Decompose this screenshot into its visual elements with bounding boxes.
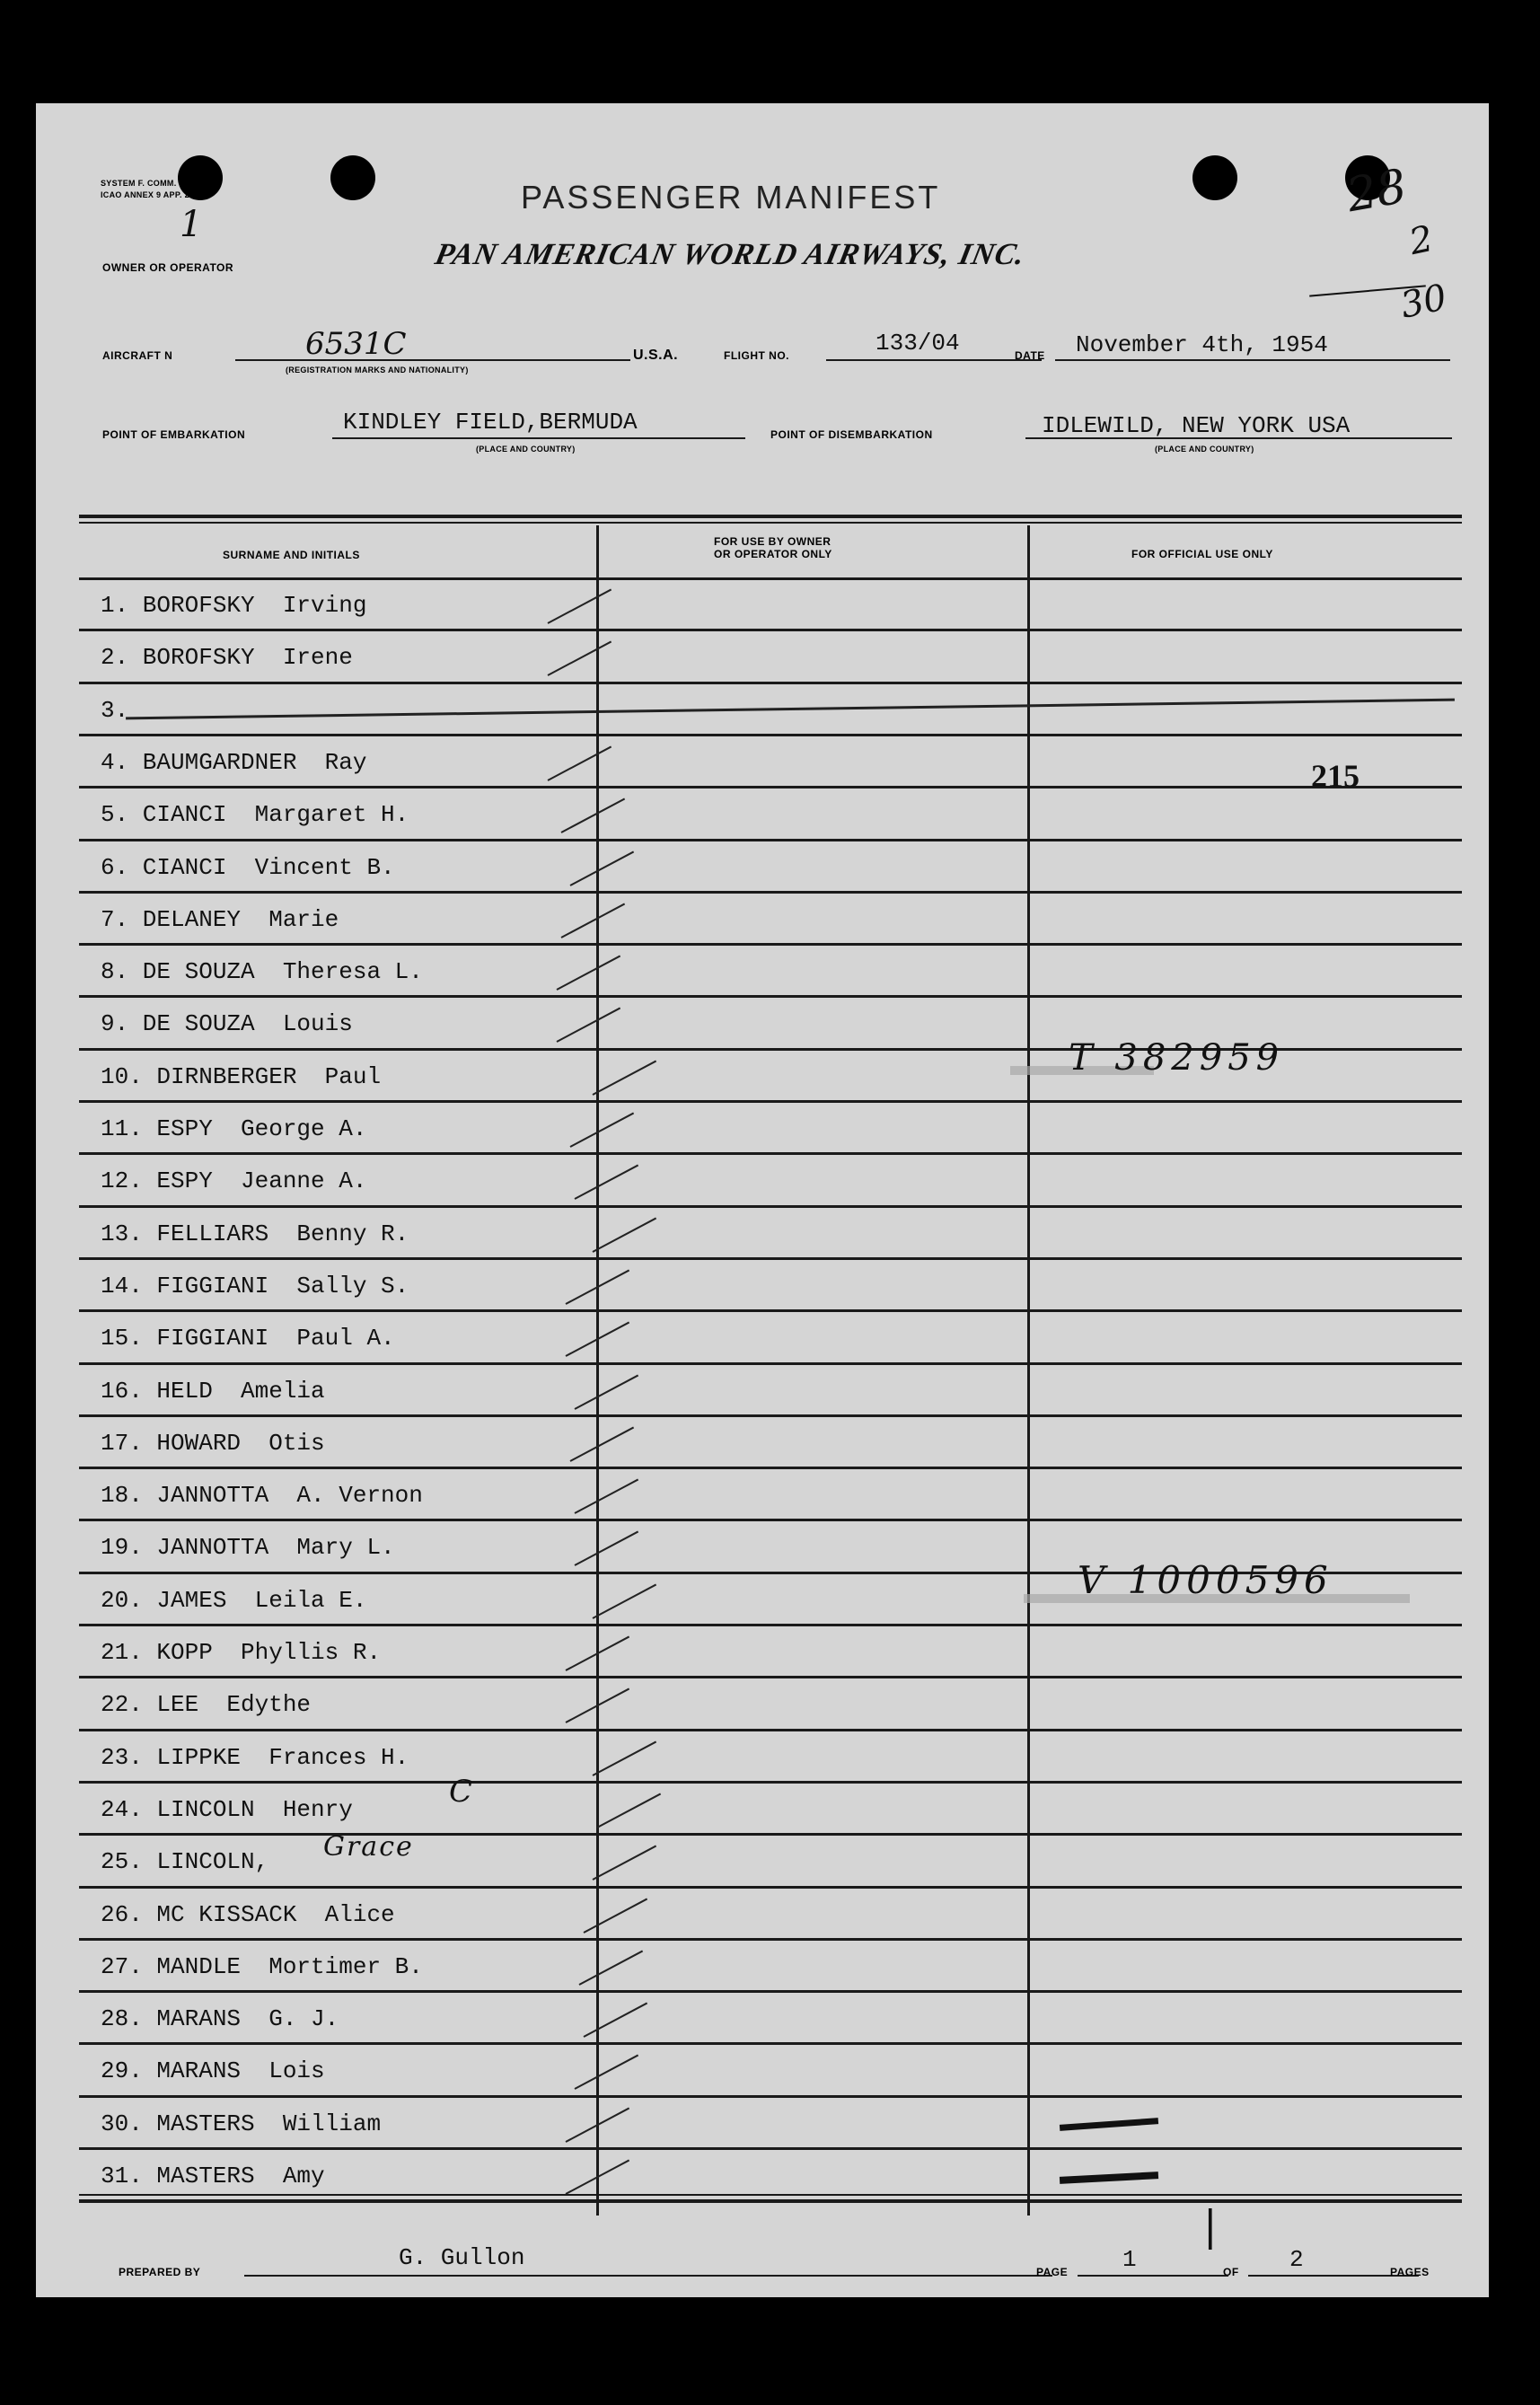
embarkation-sublabel: (PLACE AND COUNTRY): [476, 445, 576, 454]
passenger-entry: 7. DELANEY Marie: [101, 905, 339, 933]
regulation-line-1: SYSTEM F. COMM.: [101, 179, 177, 188]
aircraft-label: AIRCRAFT N: [102, 349, 173, 362]
corner-handwritten-number-1: 28: [1342, 159, 1411, 224]
regulation-line-2: ICAO ANNEX 9 APP. 2: [101, 190, 189, 199]
pages-label: PAGES: [1390, 2266, 1430, 2278]
row-rule: [79, 1781, 1462, 1784]
page-number: 1: [1122, 2246, 1137, 2273]
flight-no-underline: [826, 359, 1042, 361]
row-31-redaction: [1060, 2172, 1158, 2184]
date-value: November 4th, 1954: [1076, 331, 1328, 358]
row-rule: [79, 1624, 1462, 1626]
check-mark: [579, 1950, 644, 1985]
row-4-official-number: 215: [1311, 758, 1360, 794]
row-rule: [79, 1309, 1462, 1312]
passenger-entry: 22. LEE Edythe: [101, 1691, 312, 1719]
row-25-handwritten-note: Grace: [323, 1831, 414, 1863]
row-3-strike-line: [126, 699, 1455, 720]
passenger-entry: 9. DE SOUZA Louis: [101, 1010, 353, 1038]
passenger-entry: 23. LIPPKE Frances H.: [101, 1743, 409, 1771]
prepared-by-value: G. Gullon: [399, 2244, 525, 2271]
check-mark: [561, 903, 626, 938]
airline-name: PAN AMERICAN WORLD AIRWAYS, INC.: [432, 238, 1029, 271]
row-rule: [79, 1886, 1462, 1889]
row-20-official-number: V 1000596: [1078, 1558, 1333, 1602]
row-rule: [79, 2042, 1462, 2045]
passenger-entry: 25. LINCOLN,: [101, 1848, 269, 1876]
passenger-entry: 27. MANDLE Mortimer B.: [101, 1952, 423, 1980]
total-pages: 2: [1289, 2246, 1304, 2273]
passenger-entry: 18. JANNOTTA A. Vernon: [101, 1482, 423, 1510]
table-top-rule: [79, 515, 1462, 518]
check-mark: [575, 1479, 639, 1514]
check-mark: [548, 745, 612, 780]
page-underline: [1078, 2275, 1228, 2277]
row-rule: [79, 786, 1462, 788]
prepared-by-underline: [244, 2275, 1052, 2277]
check-mark: [561, 798, 626, 833]
prepared-by-label: PREPARED BY: [119, 2266, 201, 2278]
table-header-rule: [79, 577, 1462, 580]
passenger-entry: 19. JANNOTTA Mary L.: [101, 1534, 395, 1562]
column-header-owner-1: FOR USE BY OWNER: [714, 535, 832, 548]
check-mark: [548, 641, 612, 676]
row-rule: [79, 1362, 1462, 1365]
passenger-entry: 3.: [101, 696, 129, 724]
check-mark: [584, 1898, 648, 1933]
disembarkation-sublabel: (PLACE AND COUNTRY): [1155, 445, 1254, 454]
punch-hole: [1192, 155, 1237, 200]
date-label: DATE: [1015, 349, 1045, 362]
check-mark: [575, 1374, 639, 1409]
row-rule: [79, 1152, 1462, 1155]
check-mark: [593, 1740, 657, 1775]
check-mark: [593, 1217, 657, 1252]
corner-handwritten-number-3: 30: [1396, 277, 1451, 327]
check-mark: [548, 589, 612, 624]
passenger-entry: 5. CIANCI Margaret H.: [101, 801, 409, 829]
row-30-redaction: [1060, 2118, 1158, 2131]
manifest-sheet: [36, 103, 1489, 2297]
check-mark: [593, 1060, 657, 1095]
row-rule: [79, 995, 1462, 998]
row-rule: [79, 2095, 1462, 2098]
passenger-entry: 15. FIGGIANI Paul A.: [101, 1325, 395, 1352]
row-rule: [79, 629, 1462, 631]
table-bottom-rule-inner: [79, 2194, 1462, 2196]
column-header-owner-2: OR OPERATOR ONLY: [714, 548, 832, 560]
check-mark: [557, 1008, 621, 1043]
passenger-entry: 28. MARANS G. J.: [101, 2005, 339, 2033]
page-title: PASSENGER MANIFEST: [521, 179, 941, 216]
check-mark: [575, 2055, 639, 2090]
disembarkation-label: POINT OF DISEMBARKATION: [770, 428, 933, 441]
passenger-entry: 26. MC KISSACK Alice: [101, 1900, 395, 1928]
passenger-entry: 8. DE SOUZA Theresa L.: [101, 958, 423, 986]
row-rule: [79, 1519, 1462, 1521]
corner-handwritten-number-2: 2: [1405, 217, 1437, 264]
row-rule: [79, 2147, 1462, 2150]
check-mark: [593, 1583, 657, 1618]
country-label: U.S.A.: [633, 348, 679, 363]
row-10-official-number: T 382959: [1069, 1037, 1285, 1079]
passenger-entry: 11. ESPY George A.: [101, 1115, 367, 1142]
row-rule: [79, 734, 1462, 736]
check-mark: [557, 956, 621, 991]
check-mark: [575, 1165, 639, 1200]
passenger-entry: 6. CIANCI Vincent B.: [101, 853, 395, 881]
row-rule: [79, 1257, 1462, 1260]
page-handwritten-mark: |: [1203, 2201, 1218, 2250]
row-rule: [79, 1414, 1462, 1417]
passenger-entry: 20. JAMES Leila E.: [101, 1586, 367, 1614]
check-mark: [584, 2003, 648, 2038]
page-label: PAGE: [1036, 2266, 1069, 2278]
row-rule: [79, 943, 1462, 946]
row-rule: [79, 1676, 1462, 1678]
passenger-entry: 4. BAUMGARDNER Ray: [101, 748, 367, 776]
passenger-entry: 1. BOROFSKY Irving: [101, 592, 367, 619]
table-bottom-rule: [79, 2199, 1462, 2203]
check-mark: [597, 1793, 662, 1828]
passenger-entry: 24. LINCOLN Henry: [101, 1795, 353, 1823]
passenger-entry: 10. DIRNBERGER Paul: [101, 1062, 382, 1090]
aircraft-sublabel: (REGISTRATION MARKS AND NATIONALITY): [286, 366, 469, 374]
row-rule: [79, 1729, 1462, 1731]
row-rule: [79, 1833, 1462, 1836]
row-24-handwritten-note: C: [449, 1774, 473, 1810]
row-rule: [79, 839, 1462, 841]
flight-no-label: FLIGHT NO.: [724, 349, 789, 362]
passenger-entry: 14. FIGGIANI Sally S.: [101, 1272, 409, 1299]
passenger-entry: 16. HELD Amelia: [101, 1377, 325, 1405]
disembarkation-value: IDLEWILD, NEW YORK USA: [1042, 412, 1351, 439]
row-rule: [79, 891, 1462, 894]
row-rule: [79, 1938, 1462, 1941]
embarkation-value: KINDLEY FIELD,BERMUDA: [343, 409, 638, 436]
owner-operator-label: OWNER OR OPERATOR: [102, 261, 234, 274]
table-top-rule-inner: [79, 522, 1462, 524]
passenger-entry: 30. MASTERS William: [101, 2110, 382, 2137]
of-label: OF: [1223, 2266, 1239, 2278]
check-mark: [570, 850, 635, 885]
passenger-entry: 2. BOROFSKY Irene: [101, 644, 353, 672]
owner-handwritten-mark: 1: [180, 204, 203, 245]
row-rule: [79, 1990, 1462, 1993]
passenger-entry: 12. ESPY Jeanne A.: [101, 1167, 367, 1195]
passenger-entry: 21. KOPP Phyllis R.: [101, 1639, 382, 1666]
row-rule: [79, 1467, 1462, 1469]
row-rule: [79, 1205, 1462, 1208]
check-mark: [570, 1426, 635, 1461]
row-rule: [79, 1100, 1462, 1103]
flight-no-value: 133/04: [876, 330, 960, 357]
passenger-entry: 17. HOWARD Otis: [101, 1429, 325, 1457]
column-header-official: FOR OFFICIAL USE ONLY: [1131, 548, 1273, 560]
check-mark: [570, 1113, 635, 1148]
date-underline: [1055, 359, 1450, 361]
check-mark: [593, 1846, 657, 1881]
aircraft-underline: [235, 359, 630, 361]
aircraft-value: 6531C: [305, 326, 407, 362]
passenger-entry: 31. MASTERS Amy: [101, 2163, 325, 2189]
row-rule: [79, 682, 1462, 684]
passenger-entry: 29. MARANS Lois: [101, 2057, 325, 2085]
punch-hole: [330, 155, 375, 200]
check-mark: [575, 1531, 639, 1566]
column-divider-2: [1027, 525, 1030, 2216]
column-divider-1: [596, 525, 599, 2216]
column-header-surname: SURNAME AND INITIALS: [223, 549, 360, 561]
embarkation-label: POINT OF EMBARKATION: [102, 428, 246, 441]
passenger-entry: 13. FELLIARS Benny R.: [101, 1220, 409, 1247]
embarkation-underline: [332, 437, 745, 439]
